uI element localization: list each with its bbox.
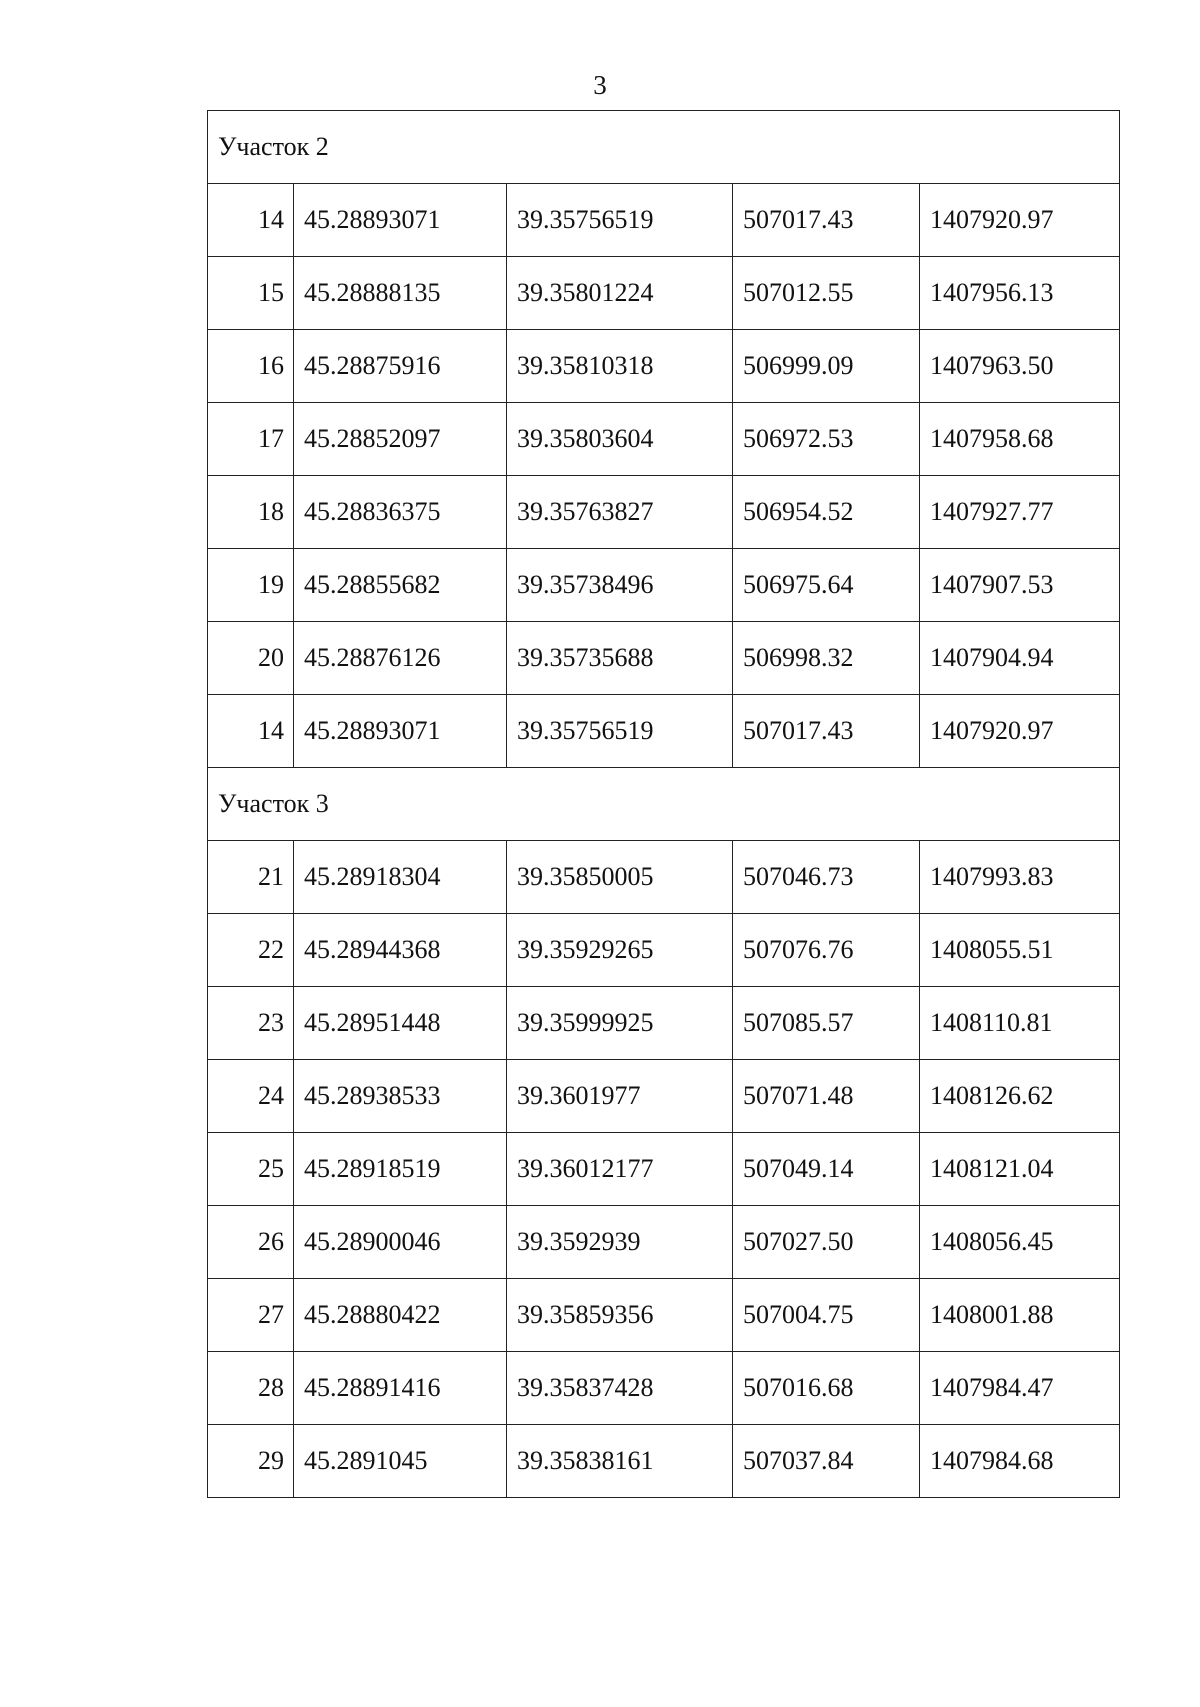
point-number: 23 (208, 987, 294, 1060)
section-title: Участок 2 (208, 111, 1120, 184)
latitude-cell: 45.28888135 (294, 257, 507, 330)
longitude-cell: 39.3592939 (507, 1206, 733, 1279)
latitude-cell: 45.28918519 (294, 1133, 507, 1206)
x-coordinate-cell: 507012.55 (733, 257, 920, 330)
latitude-cell: 45.28876126 (294, 622, 507, 695)
longitude-cell: 39.35801224 (507, 257, 733, 330)
x-coordinate-cell: 506998.32 (733, 622, 920, 695)
longitude-cell: 39.35803604 (507, 403, 733, 476)
x-coordinate-cell: 507037.84 (733, 1425, 920, 1498)
longitude-cell: 39.35756519 (507, 695, 733, 768)
x-coordinate-cell: 506954.52 (733, 476, 920, 549)
table-row (208, 987, 1120, 1060)
table-row (208, 1060, 1120, 1133)
point-number: 17 (208, 403, 294, 476)
y-coordinate-cell: 1407958.68 (920, 403, 1120, 476)
x-coordinate-cell: 507017.43 (733, 695, 920, 768)
point-number: 21 (208, 841, 294, 914)
point-number: 15 (208, 257, 294, 330)
latitude-cell: 45.28893071 (294, 184, 507, 257)
y-coordinate-cell: 1407993.83 (920, 841, 1120, 914)
y-coordinate-cell: 1408056.45 (920, 1206, 1120, 1279)
table-row (208, 549, 1120, 622)
table-row (208, 914, 1120, 987)
latitude-cell: 45.28944368 (294, 914, 507, 987)
latitude-cell: 45.28852097 (294, 403, 507, 476)
y-coordinate-cell: 1407907.53 (920, 549, 1120, 622)
y-coordinate-cell: 1408001.88 (920, 1279, 1120, 1352)
point-number: 28 (208, 1352, 294, 1425)
point-number: 27 (208, 1279, 294, 1352)
longitude-cell: 39.35929265 (507, 914, 733, 987)
latitude-cell: 45.2891045 (294, 1425, 507, 1498)
point-number: 25 (208, 1133, 294, 1206)
table-row (208, 476, 1120, 549)
point-number: 26 (208, 1206, 294, 1279)
table-row (208, 403, 1120, 476)
point-number: 22 (208, 914, 294, 987)
x-coordinate-cell: 507016.68 (733, 1352, 920, 1425)
table-row (208, 1352, 1120, 1425)
point-number: 14 (208, 695, 294, 768)
x-coordinate-cell: 506972.53 (733, 403, 920, 476)
y-coordinate-cell: 1407963.50 (920, 330, 1120, 403)
latitude-cell: 45.28900046 (294, 1206, 507, 1279)
point-number: 16 (208, 330, 294, 403)
y-coordinate-cell: 1407956.13 (920, 257, 1120, 330)
point-number: 29 (208, 1425, 294, 1498)
table-row (208, 622, 1120, 695)
section-header-row (208, 111, 1120, 184)
latitude-cell: 45.28855682 (294, 549, 507, 622)
x-coordinate-cell: 507071.48 (733, 1060, 920, 1133)
longitude-cell: 39.35756519 (507, 184, 733, 257)
x-coordinate-cell: 507027.50 (733, 1206, 920, 1279)
page-number: 3 (593, 70, 607, 100)
latitude-cell: 45.28891416 (294, 1352, 507, 1425)
longitude-cell: 39.35735688 (507, 622, 733, 695)
x-coordinate-cell: 506999.09 (733, 330, 920, 403)
table-row (208, 1206, 1120, 1279)
longitude-cell: 39.35837428 (507, 1352, 733, 1425)
longitude-cell: 39.35999925 (507, 987, 733, 1060)
longitude-cell: 39.35738496 (507, 549, 733, 622)
x-coordinate-cell: 507049.14 (733, 1133, 920, 1206)
point-number: 24 (208, 1060, 294, 1133)
latitude-cell: 45.28938533 (294, 1060, 507, 1133)
table-row (208, 695, 1120, 768)
y-coordinate-cell: 1407984.47 (920, 1352, 1120, 1425)
table-row (208, 257, 1120, 330)
x-coordinate-cell: 506975.64 (733, 549, 920, 622)
y-coordinate-cell: 1408055.51 (920, 914, 1120, 987)
y-coordinate-cell: 1407904.94 (920, 622, 1120, 695)
longitude-cell: 39.35838161 (507, 1425, 733, 1498)
coordinates-table-body (208, 111, 1120, 1498)
x-coordinate-cell: 507085.57 (733, 987, 920, 1060)
point-number: 20 (208, 622, 294, 695)
longitude-cell: 39.35859356 (507, 1279, 733, 1352)
latitude-cell: 45.28893071 (294, 695, 507, 768)
x-coordinate-cell: 507017.43 (733, 184, 920, 257)
y-coordinate-cell: 1407927.77 (920, 476, 1120, 549)
y-coordinate-cell: 1408110.81 (920, 987, 1120, 1060)
section-title: Участок 3 (208, 768, 1120, 841)
latitude-cell: 45.28918304 (294, 841, 507, 914)
longitude-cell: 39.36012177 (507, 1133, 733, 1206)
point-number: 18 (208, 476, 294, 549)
y-coordinate-cell: 1407984.68 (920, 1425, 1120, 1498)
latitude-cell: 45.28836375 (294, 476, 507, 549)
table-row (208, 184, 1120, 257)
y-coordinate-cell: 1407920.97 (920, 184, 1120, 257)
longitude-cell: 39.35810318 (507, 330, 733, 403)
x-coordinate-cell: 507004.75 (733, 1279, 920, 1352)
latitude-cell: 45.28951448 (294, 987, 507, 1060)
latitude-cell: 45.28875916 (294, 330, 507, 403)
longitude-cell: 39.35763827 (507, 476, 733, 549)
table-row (208, 1133, 1120, 1206)
point-number: 14 (208, 184, 294, 257)
section-header-row (208, 768, 1120, 841)
longitude-cell: 39.3601977 (507, 1060, 733, 1133)
x-coordinate-cell: 507046.73 (733, 841, 920, 914)
y-coordinate-cell: 1408126.62 (920, 1060, 1120, 1133)
point-number: 19 (208, 549, 294, 622)
table-row (208, 330, 1120, 403)
table-row (208, 1425, 1120, 1498)
y-coordinate-cell: 1408121.04 (920, 1133, 1120, 1206)
table-row (208, 1279, 1120, 1352)
x-coordinate-cell: 507076.76 (733, 914, 920, 987)
y-coordinate-cell: 1407920.97 (920, 695, 1120, 768)
table-row (208, 841, 1120, 914)
coordinates-table (207, 110, 1120, 1498)
latitude-cell: 45.28880422 (294, 1279, 507, 1352)
longitude-cell: 39.35850005 (507, 841, 733, 914)
